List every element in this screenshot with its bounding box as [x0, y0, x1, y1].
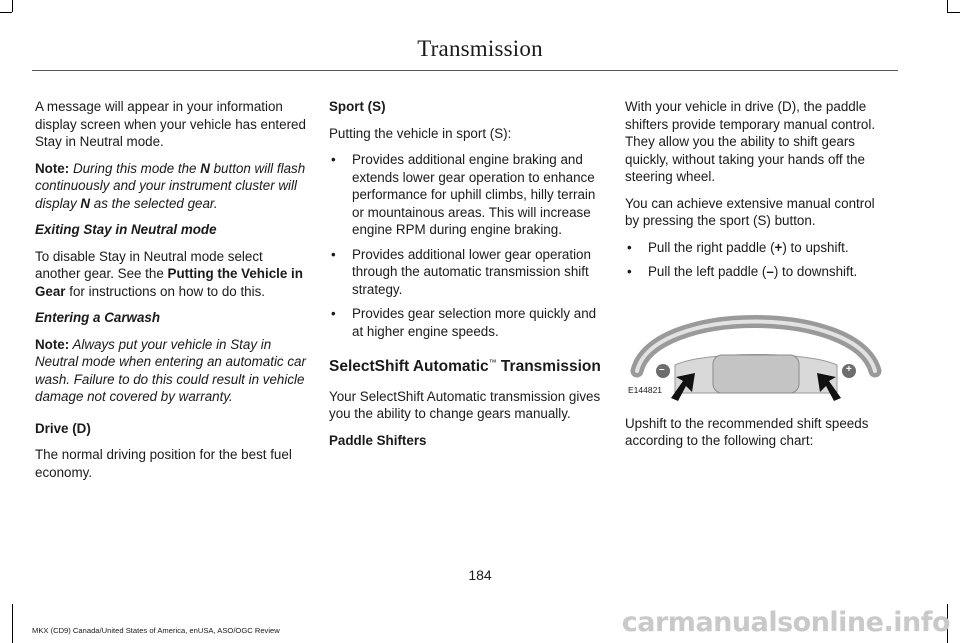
footer-text: MKX (CD9) Canada/United States of America, enUSA, ASO/OGC Review: [32, 626, 280, 635]
steering-wheel-icon: [625, 293, 887, 403]
header-rule: [32, 70, 898, 71]
figure-label: E144821: [628, 385, 663, 395]
paragraph-manual-control: You can achieve extensive manual control by pressing the sport (S) button.: [625, 195, 875, 228]
list-item: • Pull the left paddle (–) to downshift.: [625, 263, 887, 281]
paddle-bullet-list: [625, 239, 887, 281]
cross-reference-link[interactable]: Putting the Vehicle in Gear: [35, 266, 303, 299]
heading-sport: Sport (S): [329, 99, 386, 114]
section-title-selectshift: SelectShift Automatic™ Transmission: [329, 358, 601, 376]
watermark: carmanualsonline.info: [621, 607, 950, 638]
heading-carwash: Entering a Carwash: [35, 310, 161, 325]
heading-paddle-shifters: Paddle Shifters: [329, 432, 427, 448]
crop-mark: [12, 0, 13, 12]
steering-wheel-illustration: [625, 293, 887, 403]
crop-mark: [947, 0, 948, 12]
paragraph-paddle-drive: With your vehicle in drive (D), the paddle shifters provide temporary manual control. They allow you the ability to shift gears quickly, without taking your hands off the steering wheel.: [625, 99, 876, 184]
list-item: • Provides additional engine braking and extends lower gear operation to enhance performance for uphill climbs, hilly terrain or mountainous areas. This will increase engine RPM during engine braking.: [329, 151, 601, 239]
crop-mark: [0, 12, 12, 13]
heading-drive: Drive (D): [35, 420, 91, 436]
page-header-title: Transmission: [417, 36, 543, 61]
sport-bullet-list: [329, 151, 601, 340]
paragraph-sport: Putting the vehicle in sport (S):: [329, 125, 512, 141]
paragraph-selectshift: Your SelectShift Automatic transmission gives you the ability to change gears manually.: [329, 388, 601, 422]
note-carwash: Note: Always put your vehicle in Stay in Neutral mode when entering an automatic car wash. Failure to do this could result in vehicle damage not covered by warranty.: [35, 336, 306, 404]
paragraph-exiting: To disable Stay in Neutral mode select another gear. See the Putting the Vehicle in Gear for instructions on how to do this.: [35, 248, 303, 299]
heading-exiting: Exiting Stay in Neutral mode: [35, 222, 217, 237]
page-number: 184: [468, 567, 492, 583]
list-item: • Pull the right paddle (+) to upshift.: [625, 239, 887, 257]
list-item: • Provides gear selection more quickly and at higher engine speeds.: [329, 305, 601, 340]
column-left: [35, 98, 307, 490]
paragraph-message: A message will appear in your information display screen when your vehicle has entered Stay in Neutral mode.: [35, 99, 306, 149]
column-right: [625, 98, 887, 459]
note-stay-in-neutral: Note: During this mode the N button will flash continuously and your instrument cluster will display N as the selected gear.: [35, 160, 306, 211]
crop-mark: [12, 604, 13, 643]
paddle-plus-label: +: [846, 363, 852, 375]
list-item: • Provides additional lower gear operation through the automatic transmission shift strategy.: [329, 246, 601, 299]
paragraph-drive: The normal driving position for the best fuel economy.: [35, 447, 292, 480]
paragraph-upshift: Upshift to the recommended shift speeds according to the following chart:: [625, 415, 869, 448]
crop-mark: [947, 12, 960, 13]
paddle-minus-label: –: [659, 363, 665, 375]
column-middle: [329, 98, 601, 458]
